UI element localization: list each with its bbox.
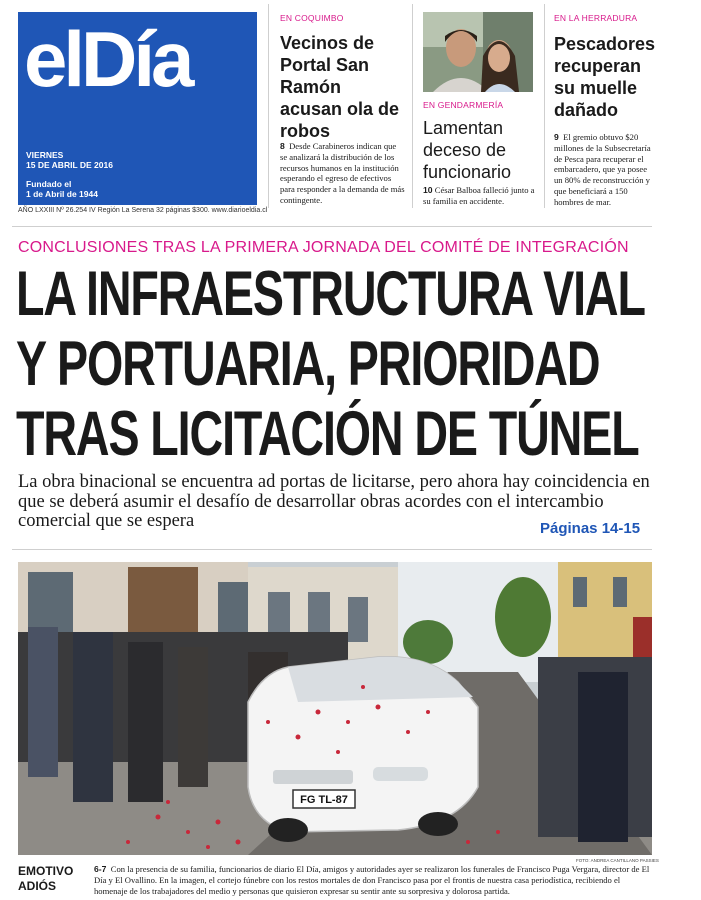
teaser-title-herradura[interactable]: Pescadores recuperan su muelle dañado <box>554 34 656 120</box>
founded-note <box>26 179 98 199</box>
teaser-kicker-coquimbo: EN COQUIMBO <box>280 13 344 23</box>
headline-line-3[interactable]: TRAS LICITACIÓN DE TÚNEL <box>16 399 639 469</box>
teaser-text-herradura: El gremio obtuvo $20 millones de la Subsecretaría de Pesca para recuperar el embarcadero, que ya posee un 80% de reconstrucción y que beneficiará a 150 hombres de mar. <box>554 132 651 207</box>
main-deck: La obra binacional se encuentra ad portas de licitarse, pero ahora hay coincidencia en que se deberá asumir el desafío de desarrollar obras acordes con el intercambio comercial que se espera <box>18 472 650 531</box>
caption-label-line-1: EMOTIVO <box>18 864 74 878</box>
section-rule <box>12 226 652 227</box>
founded-line-1: Fundado el <box>26 179 72 189</box>
headline-line-2[interactable]: Y PORTUARIA, PRIORIDAD <box>16 329 600 399</box>
column-divider <box>268 4 270 208</box>
caption-text <box>94 864 654 896</box>
issue-full-date: 15 DE ABRIL DE 2016 <box>26 160 113 170</box>
main-kicker: CONCLUSIONES TRAS LA PRIMERA JORNADA DEL COMITÉ DE INTEGRACIÓN <box>18 239 629 256</box>
caption-label-line-2: ADIÓS <box>18 879 57 893</box>
teaser-kicker-herradura: EN LA HERRADURA <box>554 13 638 23</box>
issue-weekday: VIERNES <box>26 150 64 160</box>
teaser-page-herradura: 9 <box>554 132 559 142</box>
issue-info-line: AÑO LXXIII Nº 26.254 IV Región La Serena 32 páginas $300. www.diarioeldia.cl <box>18 207 268 214</box>
founded-line-2: 1 de Abril de 1944 <box>26 189 98 199</box>
teaser-page-coquimbo: 8 <box>280 141 285 151</box>
caption-body: Con la presencia de su familia, funcionarios de diario El Día, amigos y autoridades ayer se realizaron los funerales de Francisco Puga Vergara, director de El Día y El Ovallino. En la imagen, el cortejo fúnebre con los restos mortales de don Francisco pasa por el frontis de nuestra casa periodística, recibiendo el homenaje de los trabajadores del medio y personas que quisieron expresar su sentir ante su sorpresiva y dolorosa partida. <box>94 864 650 896</box>
teaser-text-coquimbo: Desde Carabineros indican que se analizará la distribución de los recursos humanos en la institución esperando el egreso de efectivos para responder a la demanda de más contingente. <box>280 141 405 205</box>
headline-line-1[interactable]: LA INFRAESTRUCTURA VIAL <box>16 259 645 329</box>
portrait-photo <box>423 12 533 92</box>
issue-date <box>26 150 113 170</box>
column-divider <box>412 4 414 208</box>
teaser-title-coquimbo[interactable]: Vecinos de Portal San Ramón acusan ola de robos <box>280 33 400 141</box>
caption-label <box>18 864 73 894</box>
license-plate: FG TL-87 <box>300 794 348 806</box>
funeral-photo-illustration <box>18 562 652 855</box>
newspaper-logo[interactable]: elDía <box>24 15 191 103</box>
caption-page-reference: 6-7 <box>94 864 107 874</box>
section-rule <box>12 549 652 550</box>
column-divider <box>544 4 546 208</box>
photo-credit: FOTO: ANDREA CANTILLANO PASSIES <box>576 858 659 863</box>
teaser-kicker-gendarmeria: EN GENDARMERÍA <box>423 100 504 110</box>
funeral-photo <box>18 562 652 855</box>
teaser-title-gendarmeria[interactable]: Lamentan deceso de funcionario <box>423 118 512 182</box>
teaser-page-gendarmeria: 10 <box>423 185 433 195</box>
main-page-reference[interactable]: Páginas 14-15 <box>540 520 641 537</box>
teaser-body-gendarmeria <box>423 185 538 207</box>
teaser-body-herradura <box>554 132 654 208</box>
teaser-text-gendarmeria: César Balboa falleció junto a su familia en accidente. <box>423 185 535 206</box>
teaser-body-coquimbo <box>280 141 405 206</box>
